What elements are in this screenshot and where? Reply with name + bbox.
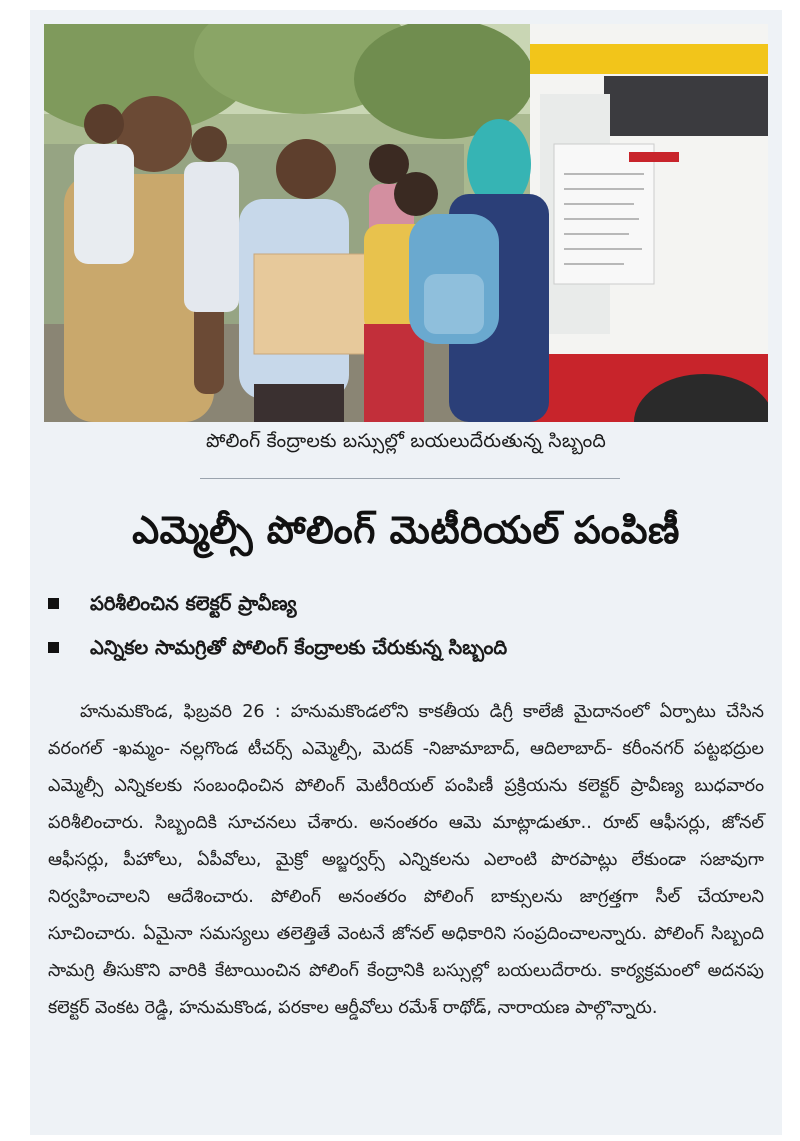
square-bullet-icon xyxy=(48,642,59,653)
news-clipping xyxy=(30,10,782,1135)
subheadline-item xyxy=(48,630,768,666)
subheadline-item xyxy=(48,586,768,622)
subheadline-text: ఎన్నికల సామగ్రితో పోలింగ్‌ కేంద్రాలకు చేరుకున్న సిబ్బంది xyxy=(90,636,508,659)
square-bullet-icon xyxy=(48,598,59,609)
news-photo xyxy=(44,24,768,422)
subheadline-list xyxy=(48,586,768,674)
subheadline-text: పరిశీలించిన కలెక్టర్‌ ప్రావీణ్య xyxy=(90,592,297,615)
headline: ఎమ్మెల్సీ పోలింగ్‌ మెటీరియల్‌ పంపిణీ xyxy=(132,508,680,552)
article-body: హనుమకొండ, ఫిబ్రవరి 26 : హనుమకొండలోని కాకతీయ డిగ్రీ కాలేజీ మైదానంలో ఏర్పాటు చేసిన వరంగల్‌ -ఖమ్మం- నల్లగొండ టీచర్స్‌ ఎమ్మెల్సీ, మెదక్‌ -నిజామాబాద్‌, ఆదిలాబాద్‌- కరీంనగర్‌ పట్టభద్రుల ఎమ్మెల్సీ ఎన్నికలకు సంబంధించిన పోలింగ్‌ మెటీరియల్‌ పంపిణీ ప్రక్రియను కలెక్టర్‌ ప్రావీణ్య బుధవారం పరిశీలించారు. సిబ్బందికి సూచనలు చేశారు. అనంతరం ఆమె మాట్లాడుతూ.. రూట్‌ ఆఫీసర్లు, జోనల్‌ ఆఫీసర్లు, పీహోలు, ఏపీవోలు, మైక్రో అబ్జర్వర్స్‌ ఎన్నికలను ఎలాంటి పొరపాట్లు లేకుండా సజావుగా నిర్వహించాలని ఆదేశించారు. పోలింగ్‌ అనంతరం పోలింగ్‌ బాక్సులను జాగ్రత్తగా సీల్‌ చేయాలని సూచించారు. ఏమైనా సమస్యలు తలెత్తితే వెంటనే జోనల్‌ అధికారిని సంప్రదించాలన్నారు. పోలింగ్‌ సిబ్బంది సామగ్రి తీసుకొని వారికి కేటాయించిన పోలింగ్‌ కేంద్రానికి బస్సుల్లో బయలుదేరారు. కార్యక్రమంలో అదనపు కలెక్టర్‌ వెంకట రెడ్డి, హనుమకొండ, పరకాల ఆర్డీవోలు రమేశ్‌ రాథోడ్‌, నారాయణ పాల్గొన్నారు. xyxy=(48,702,764,1018)
photo-illustration xyxy=(44,24,768,422)
caption-divider xyxy=(200,478,620,479)
photo-caption: పోలింగ్‌ కేంద్రాలకు బస్సుల్లో బయలుదేరుతున్న సిబ్బంది xyxy=(205,430,607,452)
